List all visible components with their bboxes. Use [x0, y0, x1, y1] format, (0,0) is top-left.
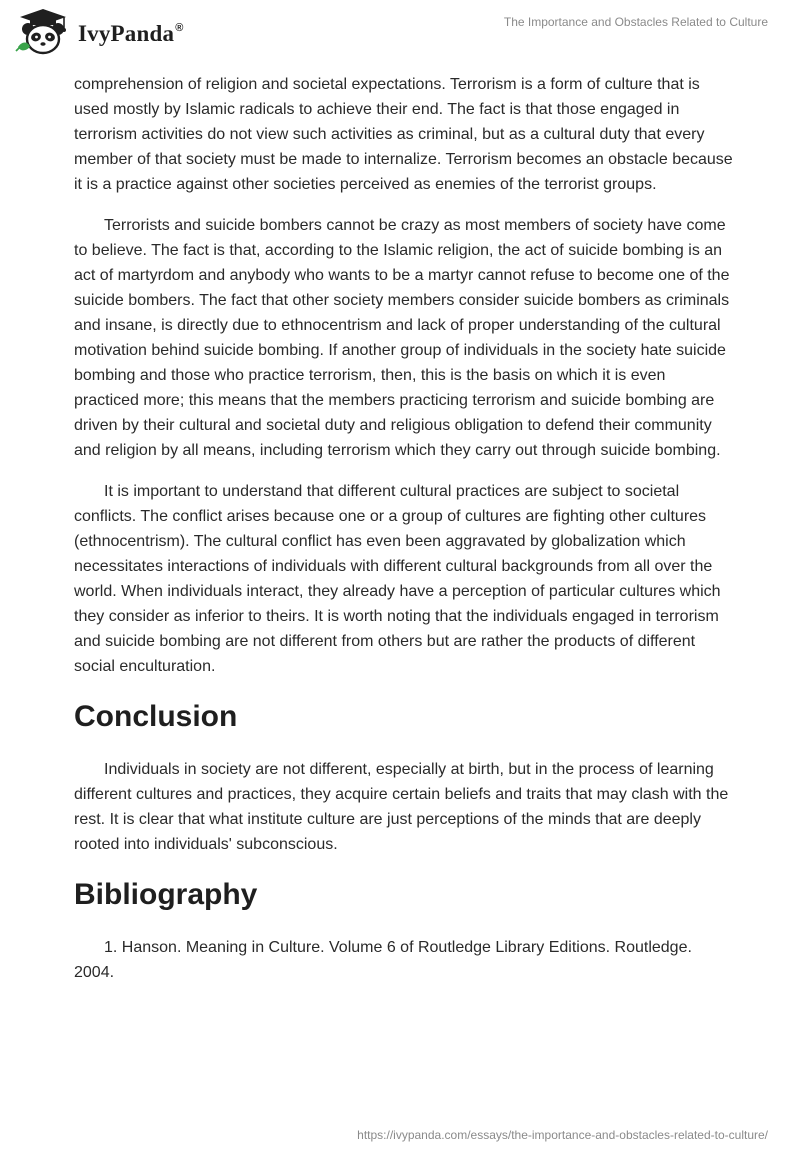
paragraph-continued: comprehension of religion and societal expectations. Terrorism is a form of culture that is used mostly by Islamic radicals to achieve their end. The fact is that those engaged in terrorism activities do not view such activities as criminal, but as a cultural duty that every member of that society must be made to internalize. Terrorism becomes an obstacle because it is a practice against other societies perceived as enemies of the terrorist groups. — [74, 76, 733, 193]
document-title: The Importance and Obstacles Related to Culture — [503, 15, 768, 29]
conclusion-paragraph: Individuals in society are not different, especially at birth, but in the process of learning different cultures and practices, they acquire certain beliefs and traits that may clash with the rest. It is clear that what institute culture are just perceptions of the minds that are deeply rooted into individuals' subconscious. — [74, 761, 729, 853]
brand-name: IvyPanda — [78, 21, 175, 46]
brand-wordmark — [78, 21, 183, 47]
panda-graduate-logo-icon — [14, 7, 72, 57]
conclusion-heading: Conclusion — [74, 700, 238, 733]
bibliography-entry: 1. Hanson. Meaning in Culture. Volume 6 of Routledge Library Editions. Routledge. 2004. — [74, 939, 692, 981]
registered-mark: ® — [175, 22, 184, 34]
source-url-link[interactable]: https://ivypanda.com/essays/the-importance-and-obstacles-related-to-culture/ — [357, 1128, 768, 1142]
essay-body — [74, 72, 734, 1001]
paragraph: Terrorists and suicide bombers cannot be crazy as most members of society have come to believe. The fact is that, according to the Islamic religion, the act of suicide bombing is an act of martyrdom and anybody who wants to be a martyr cannot refuse to become one of the suicide bombers. The fact that other society members consider suicide bombers as criminals and insane, is directly due to ethnocentrism and lack of proper understanding of the cultural motivation behind suicide bombing. If another group of individuals in the society hate suicide bombing and those who practice terrorism, then, this is the basis on which it is even practiced more; this means that the members practicing terrorism and suicide bombing are driven by their cultural and societal duty and religious obligation to defend their community and religion by all means, including terrorism which they carry out through suicide bombing. — [74, 217, 730, 459]
paragraph: It is important to understand that different cultural practices are subject to societal conflicts. The conflict arises because one or a group of cultures are fighting other cultures (ethnocentrism). The cultural conflict has even been aggravated by globalization which necessitates interactions of individuals with different cultural backgrounds from all over the world. When individuals interact, they already have a perception of particular cultures which they consider as inferior to theirs. It is worth noting that the individuals engaged in terrorism and suicide bombing are not different from others but are rather the products of different social enculturation. — [74, 483, 721, 675]
ivypanda-logo[interactable] — [14, 7, 183, 57]
bibliography-heading: Bibliography — [74, 878, 258, 911]
page-header — [0, 0, 800, 66]
